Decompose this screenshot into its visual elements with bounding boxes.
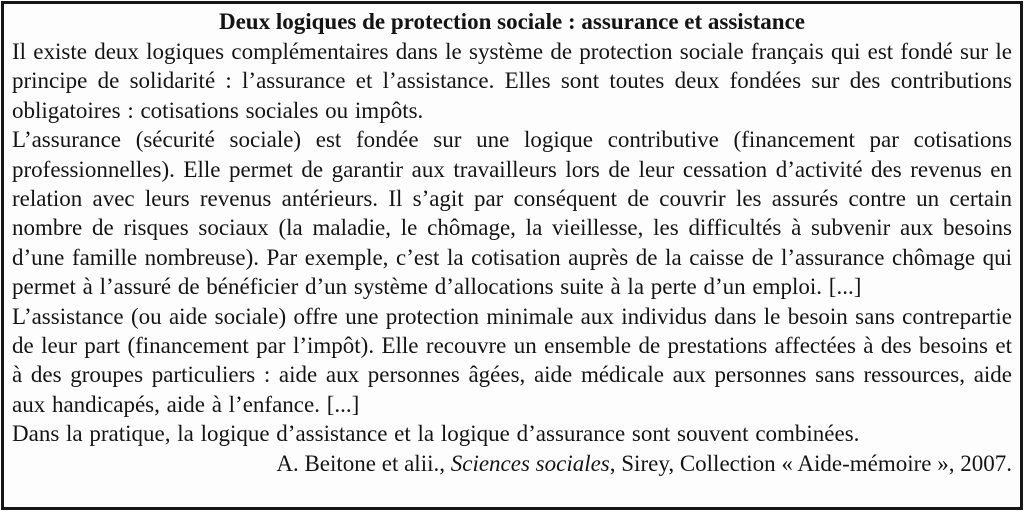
document-title: Deux logiques de protection sociale : assurance et assistance <box>218 9 806 34</box>
citation-work-title: Sciences sociales <box>450 450 610 476</box>
document-box <box>1 1 1023 510</box>
paragraph-assurance: L’assurance (sécurité sociale) est fondée sur une logique contributive (financement par cotisations professionnelles). Elle permet de garantir aux travailleurs lors de leur cessation d’activité des revenus en relation avec leurs revenus antérieurs. Il s’agit par conséquent de couvrir les assurés contre un certain nombre de risques sociaux (la maladie, le chômage, la vieillesse, les difficultés à subvenir aux besoins d’une famille nombreuse). Par exemple, c’est la cotisation auprès de la caisse de l’assurance chômage qui permet à l’assuré de bénéficier d’un système d’allocations suite à la perte d’un emploi. [...] <box>12 127 1012 300</box>
citation-line <box>12 449 1012 478</box>
paragraph-conclusion: Dans la pratique, la logique d’assistance et la logique d’assurance sont souvent combinées. <box>12 421 860 447</box>
paragraph-intro: Il existe deux logiques complémentaires dans le système de protection sociale français qui est fondé sur le principe de solidarité : l’assurance et l’assistance. Elles sont toutes deux fondées sur des contributions obligatoires : cotisations sociales ou impôts. <box>12 39 1012 123</box>
citation-author: A. Beitone et alii., <box>276 450 451 476</box>
citation-publisher: , Sirey, Collection « Aide-mémoire », 2007. <box>609 450 1012 476</box>
paragraph-assistance: L’assistance (ou aide sociale) offre une protection minimale aux individus dans le besoin sans contrepartie de leur part (financement par l’impôt). Elle recouvre un ensemble de prestations affectées à des besoins et à des groupes particuliers : aide aux personnes âgées, aide médicale aux personnes sans ressources, aide aux handicapés, aide à l’enfance. [...] <box>12 303 1012 417</box>
